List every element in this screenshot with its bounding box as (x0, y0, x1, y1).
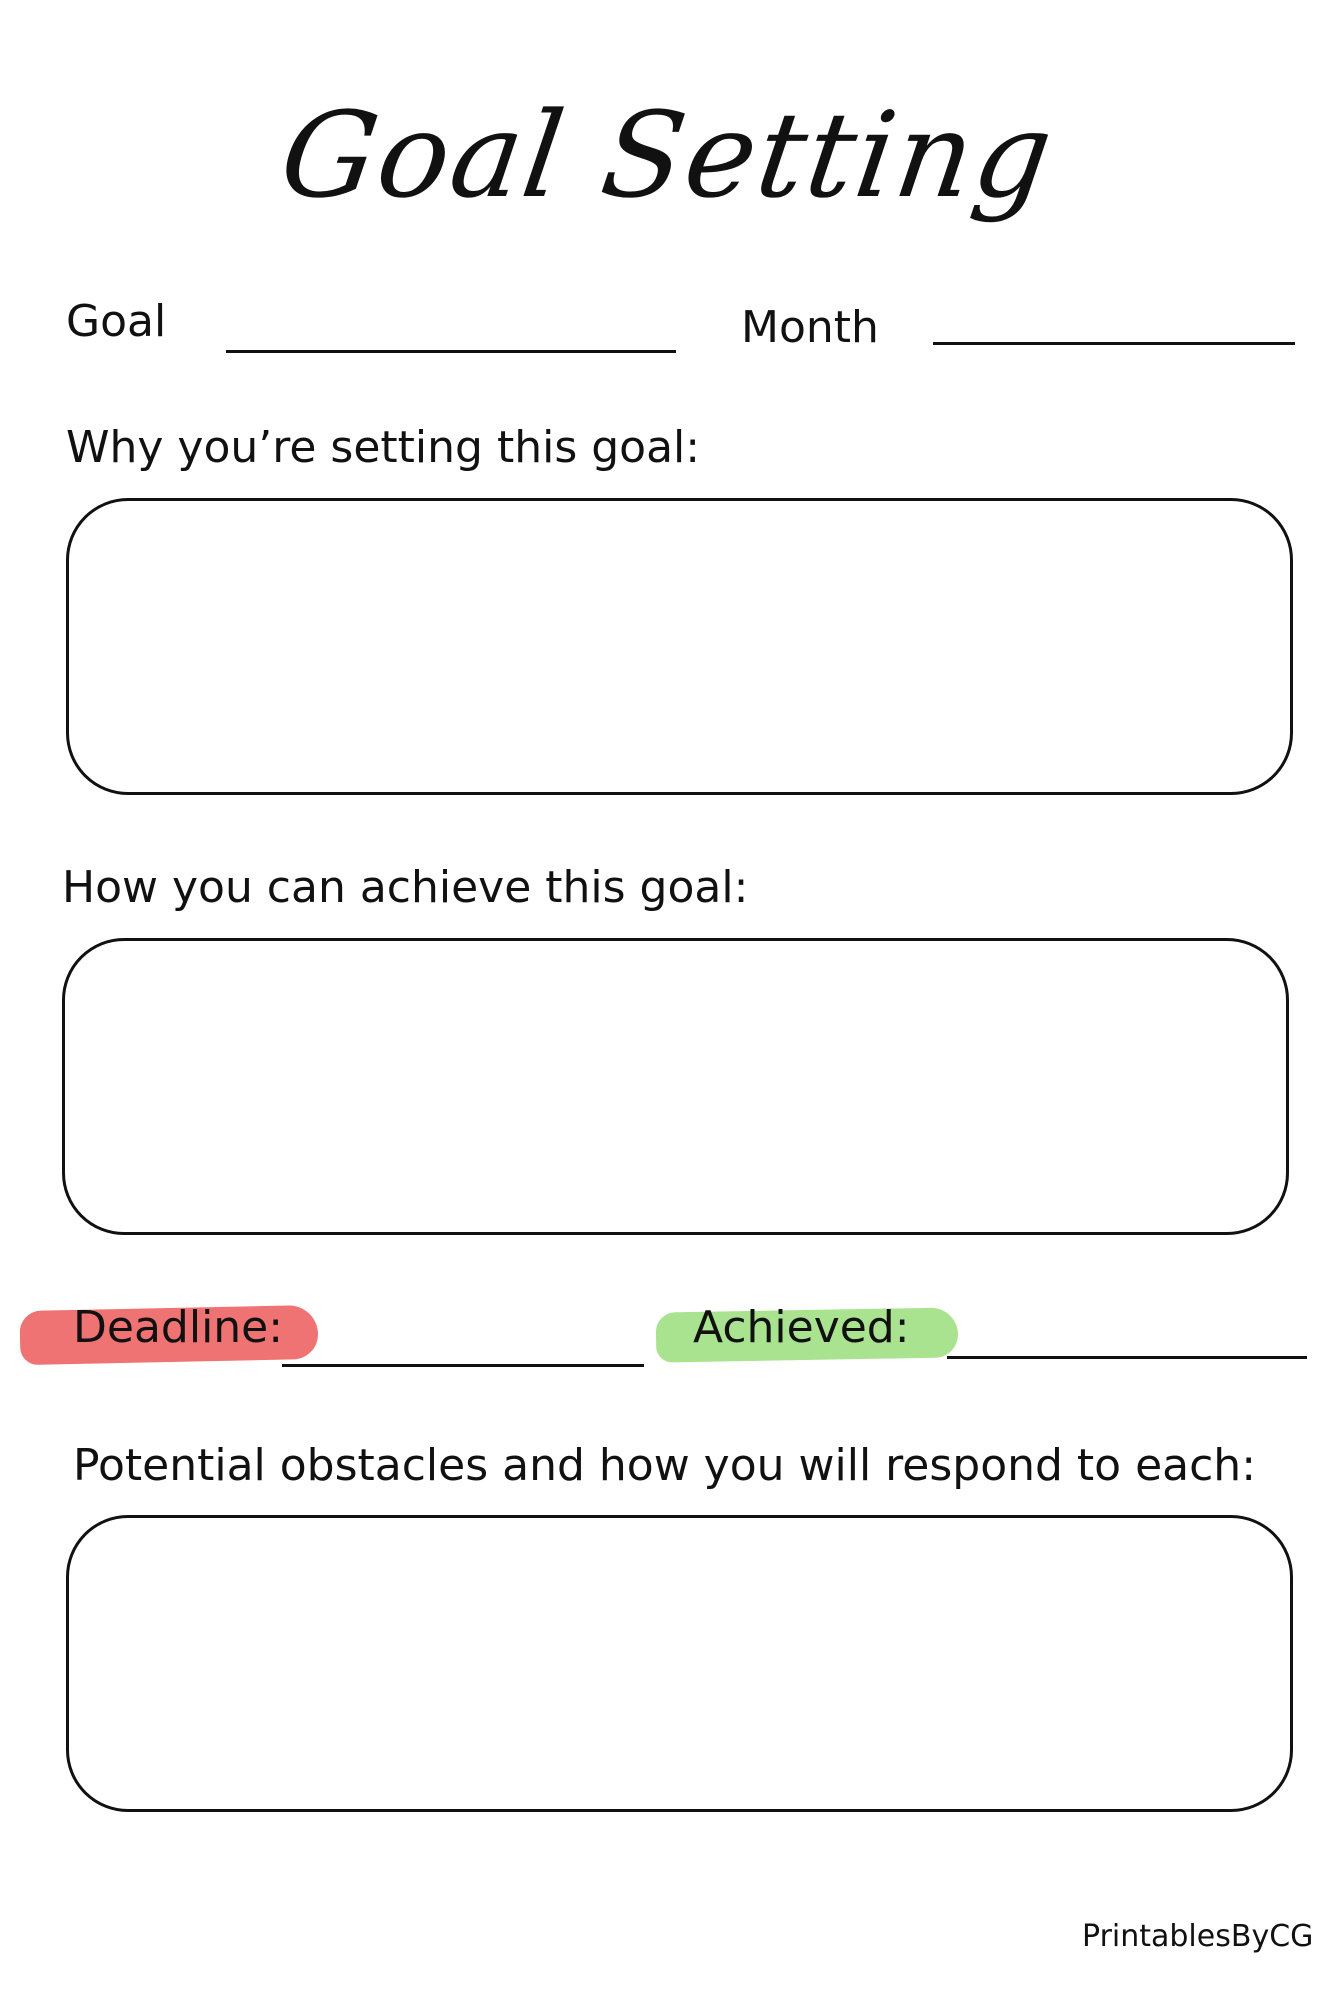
deadline-label: Deadline: (73, 1302, 284, 1353)
month-input-line[interactable] (933, 342, 1295, 345)
goal-input-line[interactable] (226, 350, 676, 353)
why-section-label: Why you’re setting this goal: (66, 422, 701, 473)
month-label: Month (741, 302, 879, 353)
obstacles-text-box[interactable] (66, 1515, 1293, 1812)
deadline-input-line[interactable] (282, 1364, 644, 1367)
page-title: Goal Setting (272, 86, 1063, 224)
how-text-box[interactable] (62, 938, 1289, 1235)
brand-credit: PrintablesByCG (1082, 1919, 1314, 1954)
how-section-label: How you can achieve this goal: (62, 862, 749, 913)
achieved-input-line[interactable] (947, 1356, 1307, 1359)
obstacles-section-label: Potential obstacles and how you will respond to each: (73, 1440, 1257, 1491)
why-text-box[interactable] (66, 498, 1293, 795)
goal-label: Goal (66, 296, 167, 347)
achieved-label: Achieved: (693, 1302, 910, 1353)
